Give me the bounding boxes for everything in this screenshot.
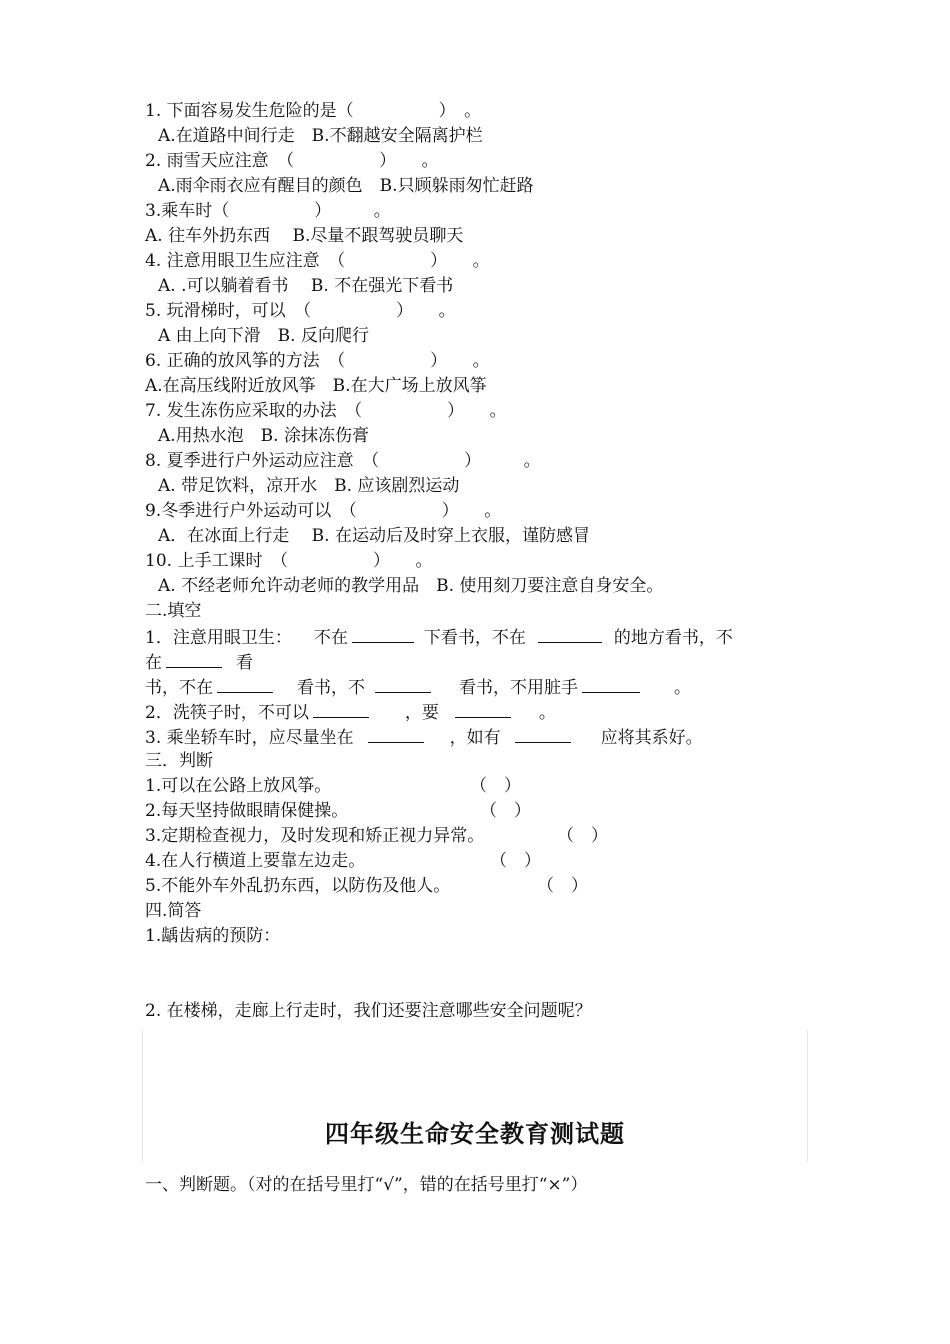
section-1-heading: 一、判断题。（对的在括号里打“√”，错的在括号里打“×”）: [145, 1175, 588, 1195]
blank-line[interactable]: [352, 625, 414, 643]
judge-heading: 三．判断: [145, 751, 213, 771]
fill-text: 1．注意用眼卫生：: [145, 628, 292, 648]
options-1: A.在道路中间行走 B.不翻越安全隔离护栏: [158, 126, 483, 146]
fill-text: 应将其系好。: [600, 728, 703, 748]
judge-item-3: 3.定期检查视力，及时发现和矫正视力异常。: [145, 826, 485, 846]
fill-text: 看: [236, 653, 253, 673]
fill-text: 2．洗筷子时，不可以: [145, 703, 309, 723]
fill-text: 。: [538, 703, 556, 723]
fill-text: 3. 乘坐轿车时，应尽量坐在: [145, 728, 354, 748]
fill-text: 在: [145, 653, 162, 673]
judge-item-4: 4.在人行横道上要靠左边走。: [145, 851, 366, 871]
fill-text: 书，不在: [145, 678, 213, 698]
fill-text: 的地方看书，不: [613, 628, 733, 648]
question-7: 7. 发生冻伤应采取的办法 （ ） 。: [145, 401, 507, 421]
options-5: A 由上向下滑 B. 反向爬行: [158, 326, 369, 346]
judge-item-5: 5.不能外车外乱扔东西，以防伤及他人。: [145, 876, 451, 896]
judge-bracket-5[interactable]: （ ）: [537, 876, 588, 896]
options-7: A.用热水泡 B. 涂抹冻伤膏: [158, 426, 369, 446]
blank-line[interactable]: [375, 675, 431, 693]
fill-text: ，如有: [449, 728, 501, 748]
judge-bracket-3[interactable]: （ ）: [557, 826, 608, 846]
short-question-1: 1.龋齿病的预防：: [145, 926, 281, 946]
fill-text: 看书，不: [297, 678, 365, 698]
judge-item-1: 1.可以在公路上放风筝。: [145, 776, 332, 796]
options-9: A．在冰面上行走 B. 在运动后及时穿上衣服，谨防感冒: [158, 526, 590, 546]
blank-line[interactable]: [166, 650, 222, 668]
fill-text: 。: [674, 678, 691, 698]
options-10: A. 不经老师允许动老师的教学用品 B. 使用刻刀要注意自身安全。: [158, 576, 664, 596]
fill-text: ，要: [404, 703, 439, 723]
fill-line-1: [145, 625, 733, 649]
question-8: 8. 夏季进行户外运动应注意 （ ） 。: [145, 451, 541, 471]
question-6: 6. 正确的放风筝的方法 （ ） 。: [145, 351, 490, 371]
question-5: 5. 玩滑梯时，可以 （ ） 。: [145, 301, 456, 321]
options-8: A. 带足饮料，凉开水 B. 应该剧烈运动: [158, 476, 460, 496]
blank-line[interactable]: [217, 675, 273, 693]
question-9: 9.冬季进行户外运动可以 （ ） 。: [145, 501, 502, 521]
short-heading: 四.简答: [145, 901, 202, 921]
options-2: A.雨伞雨衣应有醒目的颜色 B.只顾躲雨匆忙赶路: [158, 176, 534, 196]
judge-item-2: 2.每天坚持做眼睛保健操。: [145, 801, 349, 821]
blank-line[interactable]: [515, 725, 571, 743]
fill-line-3: [145, 675, 691, 699]
fill-line-4: [145, 700, 556, 724]
blank-line[interactable]: [313, 700, 369, 718]
fill-line-2: [145, 650, 253, 674]
question-3: 3.乘车时（ ） 。: [145, 201, 391, 221]
question-1: 1. 下面容易发生危险的是（ ） 。: [145, 101, 482, 121]
options-3: A. 往车外扔东西 B.尽量不跟驾驶员聊天: [145, 226, 464, 246]
judge-bracket-2[interactable]: （ ）: [480, 801, 531, 821]
fill-text: 不在: [313, 628, 348, 648]
fill-heading: 二.填空: [145, 601, 202, 621]
question-10: 10. 上手工课时 （ ） 。: [145, 551, 433, 571]
options-6: A.在高压线附近放风筝 B.在大广场上放风筝: [145, 376, 487, 396]
fill-line-5: [145, 725, 703, 749]
fill-text: 下看书，不在: [423, 628, 526, 648]
options-4: A. .可以躺着看书 B. 不在强光下看书: [158, 276, 454, 296]
judge-bracket-1[interactable]: （ ）: [470, 776, 521, 796]
blank-line[interactable]: [582, 675, 640, 693]
short-question-2: 2. 在楼梯，走廊上行走时，我们还要注意哪些安全问题呢？: [145, 1001, 592, 1021]
blank-line[interactable]: [455, 700, 511, 718]
question-2: 2. 雨雪天应注意 （ ） 。: [145, 151, 439, 171]
fill-text: 看书，不用脏手: [459, 678, 578, 698]
judge-bracket-4[interactable]: （ ）: [490, 851, 541, 871]
question-4: 4. 注意用眼卫生应注意 （ ） 。: [145, 251, 490, 271]
blank-line[interactable]: [538, 625, 602, 643]
blank-line[interactable]: [368, 725, 424, 743]
page-title: 四年级生命安全教育测试题: [325, 1120, 625, 1148]
